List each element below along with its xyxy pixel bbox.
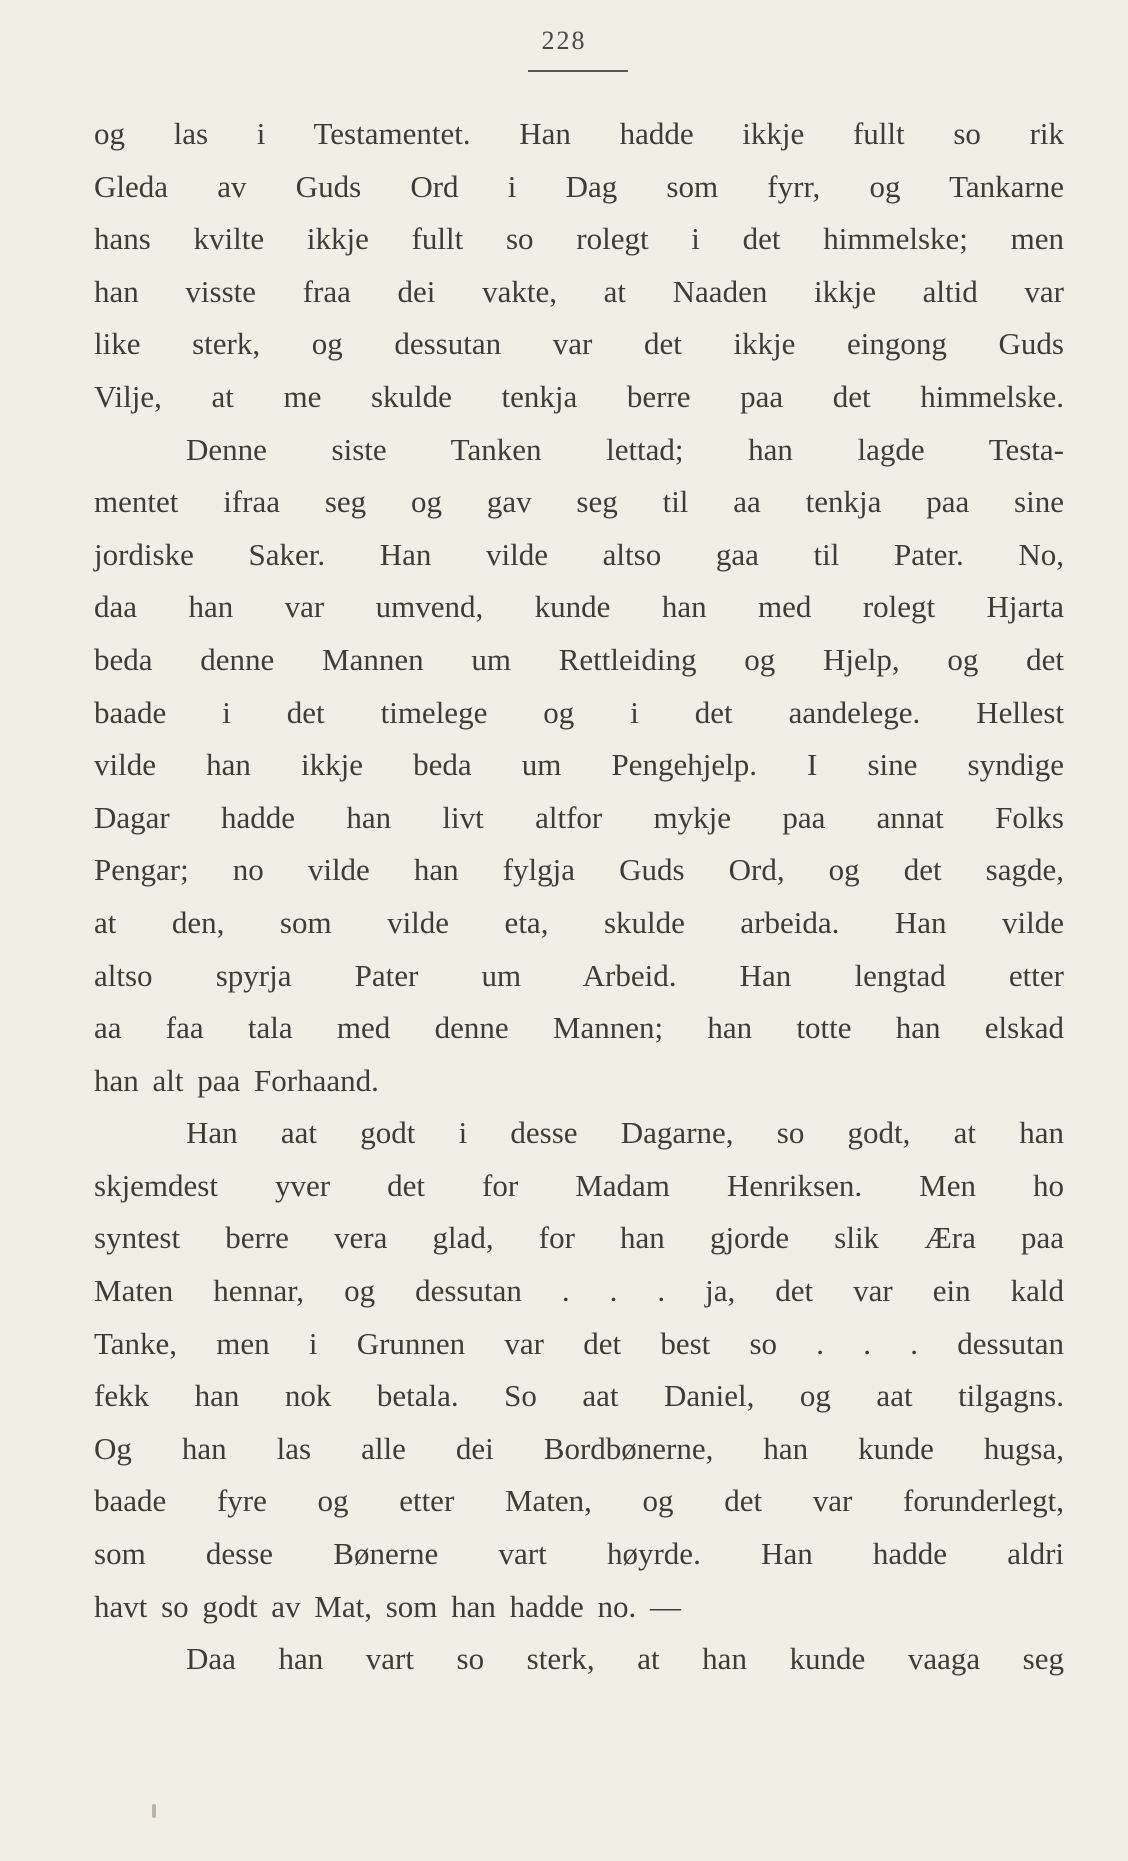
text-line: beda denne Mannen um Rettleiding og Hjelp, og det <box>94 641 1064 677</box>
text-line: fekk han nok betala. So aat Daniel, og aat tilgagns. <box>94 1378 1064 1414</box>
text-line: daa han var umvend, kunde han med rolegt Hjarta <box>94 589 1064 625</box>
text-line: at den, som vilde eta, skulde arbeida. Han vilde <box>94 904 1064 940</box>
text-line: jordiske Saker. Han vilde altso gaa til Pater. No, <box>94 536 1064 572</box>
text-line: Denne siste Tanken lettad; han lagde Testa- <box>186 431 1064 467</box>
page-number-rule <box>528 70 628 72</box>
text-line: Gleda av Guds Ord i Dag som fyrr, og Tankarne <box>94 168 1064 204</box>
text-line: som desse Bønerne vart høyrde. Han hadde aldri <box>94 1536 1064 1572</box>
text-line: altso spyrja Pater um Arbeid. Han lengtad etter <box>94 957 1064 993</box>
text-line: han alt paa Forhaand. <box>94 1062 379 1098</box>
text-line: og las i Testamentet. Han hadde ikkje fullt so rik <box>94 116 1064 151</box>
text-line: mentet ifraa seg og gav seg til aa tenkja paa sine <box>94 484 1064 520</box>
text-line: Han aat godt i desse Dagarne, so godt, at han <box>186 1115 1064 1151</box>
text-line: han visste fraa dei vakte, at Naaden ikkje altid var <box>94 273 1064 309</box>
text-line: Pengar; no vilde han fylgja Guds Ord, og det sagde, <box>94 852 1064 888</box>
text-line: aa faa tala med denne Mannen; han totte han elskad <box>94 1010 1064 1046</box>
text-line: baade i det timelege og i det aandelege. Hellest <box>94 694 1064 730</box>
text-line: skjemdest yver det for Madam Henriksen. Men ho <box>94 1167 1064 1203</box>
text-line: Og han las alle dei Bordbønerne, han kunde hugsa, <box>94 1430 1064 1466</box>
text-line: baade fyre og etter Maten, og det var forunderlegt, <box>94 1483 1064 1519</box>
text-line: hans kvilte ikkje fullt so rolegt i det himmelske; men <box>94 221 1064 257</box>
body-text <box>94 108 1064 1686</box>
text-line: Vilje, at me skulde tenkja berre paa det himmelske. <box>94 378 1064 414</box>
page-number: 228 <box>541 26 587 55</box>
text-line: Maten hennar, og dessutan . . . ja, det var ein kald <box>94 1273 1064 1309</box>
text-line: Dagar hadde han livt altfor mykje paa annat Folks <box>94 799 1064 835</box>
paper-speck <box>152 1804 156 1818</box>
text-line: vilde han ikkje beda um Pengehjelp. I sine syndige <box>94 747 1064 783</box>
text-line: syntest berre vera glad, for han gjorde slik Æra paa <box>94 1220 1064 1256</box>
text-line: Daa han vart so sterk, at han kunde vaaga seg <box>186 1641 1064 1677</box>
text-line: havt so godt av Mat, som han hadde no. — <box>94 1588 681 1624</box>
text-line: like sterk, og dessutan var det ikkje eingong Guds <box>94 326 1064 362</box>
text-line: Tanke, men i Grunnen var det best so . . . dessutan <box>94 1325 1064 1361</box>
